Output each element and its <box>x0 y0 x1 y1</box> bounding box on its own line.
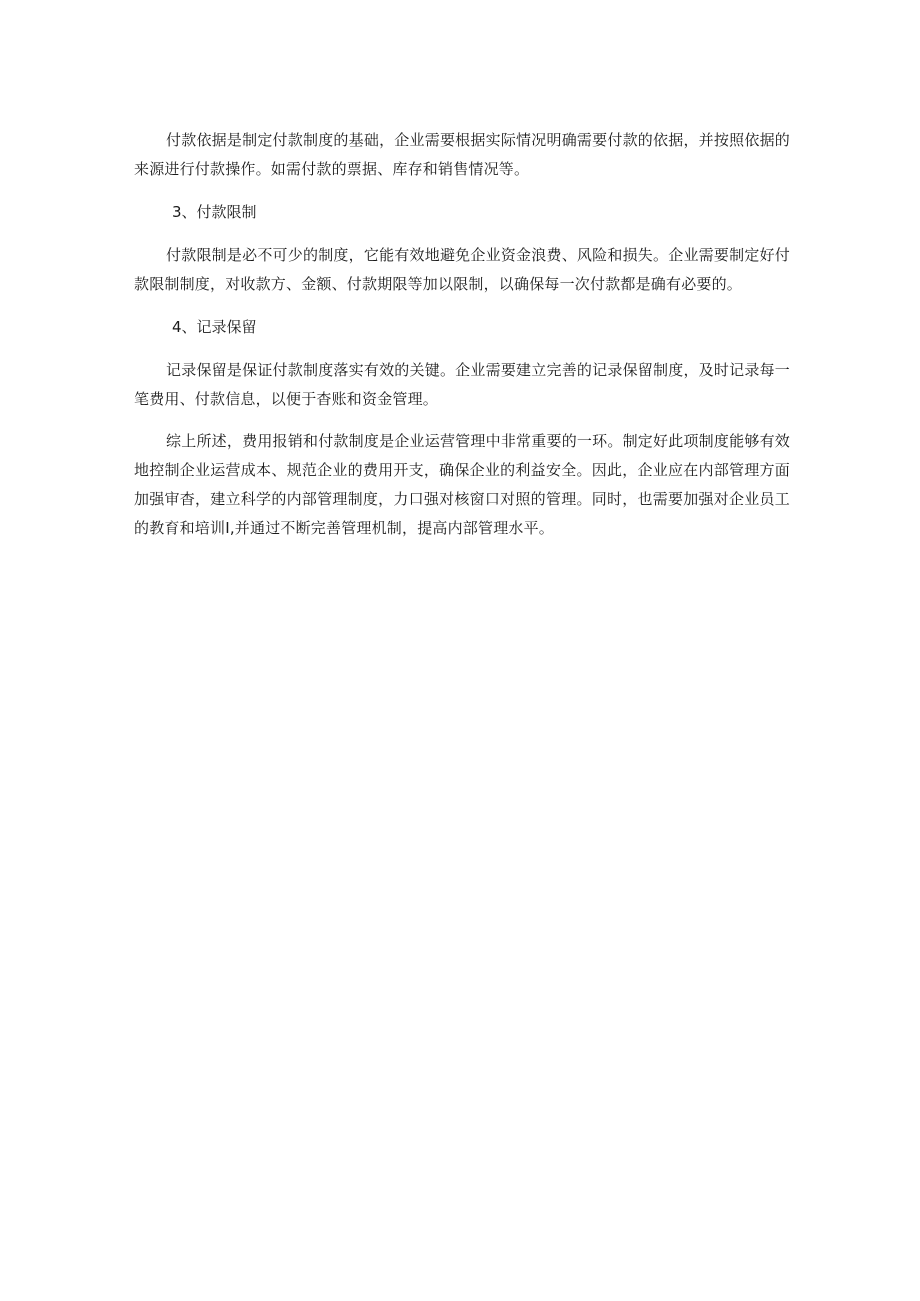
paragraph-payment-limits: 付款限制是必不可少的制度，它能有效地避免企业资金浪费、风险和损失。企业需要制定好付款限制制度，对收款方、金额、付款期限等加以限制，以确保每一次付款都是确有必要的。 <box>134 246 790 293</box>
paragraph-payment-basis: 付款依据是制定付款制度的基础，企业需要根据实际情况明确需要付款的依据，并按照依据的来源进行付款操作。如需付款的票据、库存和销售情况等。 <box>134 131 790 178</box>
paragraph-record-keeping: 记录保留是保证付款制度落实有效的关键。企业需要建立完善的记录保留制度，及时记录每一笔费用、付款信息，以便于杳账和资金管理。 <box>134 361 790 408</box>
paragraph-summary: 综上所述，费用报销和付款制度是企业运营管理中非常重要的一环。制定好此项制度能够有效地控制企业运营成本、规范企业的费用开支，确保企业的利益安全。因此，企业应在内部管理方面加强审杳，建立科学的内部管理制度，力口强对核窗口对照的管理。同时，也需要加强对企业员工的教育和培训I,并通过不断完善管理机制，提高内部管理水平。 <box>134 432 790 537</box>
document-body <box>134 126 790 543</box>
heading-payment-limits: 3、付款限制 <box>172 203 257 221</box>
heading-record-keeping: 4、记录保留 <box>172 318 257 336</box>
